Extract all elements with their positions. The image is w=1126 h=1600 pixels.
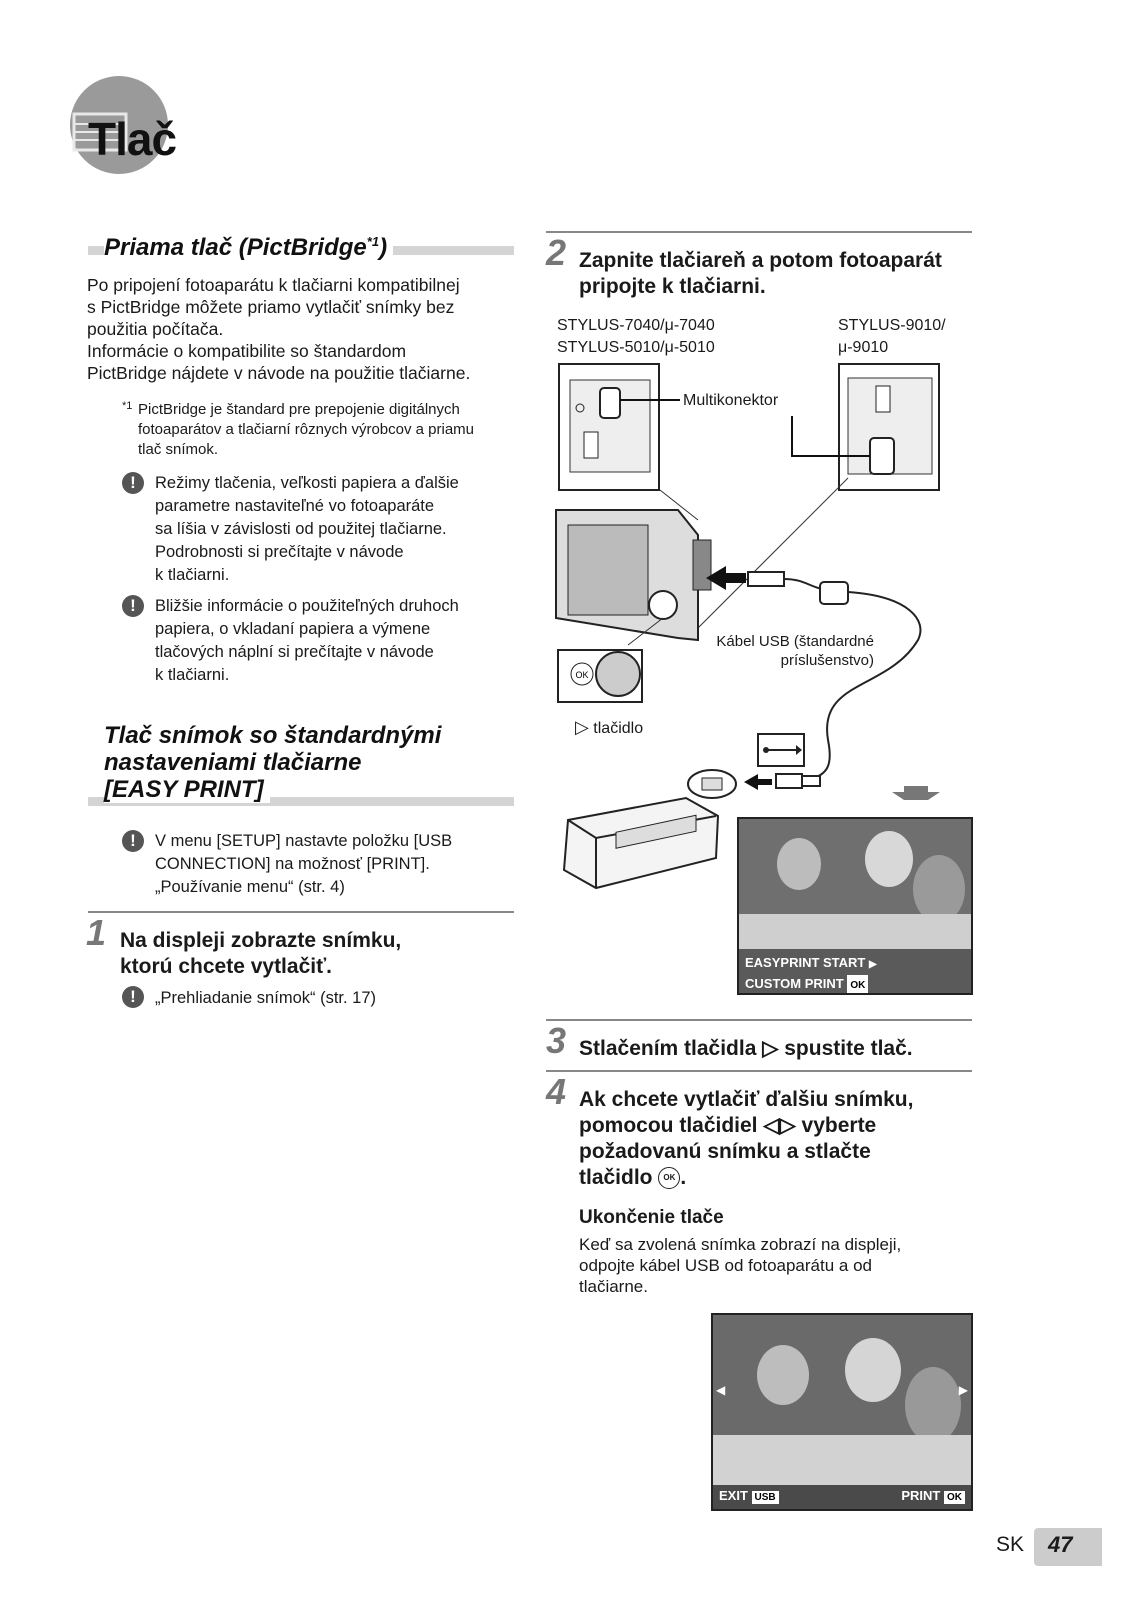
- step-1-text: Na displeji zobrazte snímku, ktorú chcete vytlačiť.: [120, 929, 402, 978]
- intro-paragraph: Po pripojení fotoaparátu k tlačiarni kompatibilnej s PictBridge môžete priamo vytlačiť snímky bez použitia počítača. Informácie o kompatibilite so štandardom PictBridge nájdete v návode na použitie tlačiarne.: [87, 275, 471, 383]
- photo-thumbnail: [739, 819, 971, 949]
- step-divider: [546, 1070, 972, 1072]
- left-right-arrows-icon: ◁▷: [763, 1114, 796, 1137]
- usb-icon: USB: [752, 1491, 779, 1504]
- note-paper-types: Bližšie informácie o použiteľných druhoch papiera, o vkladaní papiera a výmene tlačových náplní si prečítajte v návode k tlačiarni.: [155, 597, 459, 684]
- caution-icon: !: [122, 472, 144, 494]
- custom-print-option[interactable]: CUSTOM PRINT OK: [745, 974, 965, 995]
- section-heading-easy-print: Tlač snímok so štandardnými nastaveniami tlačiarne [EASY PRINT]: [104, 722, 442, 803]
- note-usb-connection: V menu [SETUP] nastavte položku [USB CONNECTION] na možnosť [PRINT]. „Používanie menu“ (str. 4): [155, 832, 453, 896]
- step-3-number: 3: [546, 1020, 567, 1061]
- photo-thumbnail: [713, 1315, 971, 1509]
- caution-icon: !: [122, 986, 144, 1008]
- model-label-right: STYLUS-9010/ μ-9010: [838, 317, 946, 356]
- page-number: 47: [1048, 1532, 1073, 1557]
- step-3-text: Stlačením tlačidla ▷ spustite tlač.: [579, 1037, 913, 1060]
- usb-cable-label: Kábel USB (štandardné príslušenstvo): [716, 633, 874, 669]
- lcd-screen-easyprint: [737, 817, 973, 995]
- caution-icon: !: [122, 830, 144, 852]
- right-arrow-icon: ▶: [869, 959, 877, 970]
- finish-heading: Ukončenie tlače: [579, 1207, 724, 1228]
- easyprint-start-option[interactable]: EASYPRINT START ▶: [745, 955, 877, 970]
- footnote-mark: *1: [122, 400, 133, 412]
- lcd-screen-print: [711, 1313, 973, 1511]
- footnote: PictBridge je štandard pre prepojenie digitálnych fotoaparátov a tlačiarní rôznych výrobcov a priamu tlač snímok.: [138, 401, 474, 458]
- step-divider: [88, 911, 514, 913]
- step-2-number: 2: [546, 232, 567, 273]
- language-code: SK: [996, 1533, 1025, 1556]
- step-4-number: 4: [546, 1071, 567, 1112]
- svg-text:OK: OK: [575, 670, 589, 680]
- print-menu: [739, 949, 971, 995]
- model-label-left: STYLUS-7040/μ-7040 STYLUS-5010/μ-5010: [557, 317, 715, 356]
- step-4-text: Ak chcete vytlačiť ďalšiu snímku, pomocou tlačidiel ◁▷ vyberte požadovanú snímku a stlačte tlačidlo OK .: [579, 1088, 914, 1189]
- ok-icon: OK: [847, 975, 868, 995]
- ok-button-icon: OK: [658, 1167, 680, 1189]
- chapter-title: Tlač: [88, 113, 177, 165]
- button-label: ▷ tlačidlo: [575, 717, 644, 737]
- right-arrow-icon[interactable]: ▶: [958, 1383, 968, 1397]
- printer: [556, 790, 728, 894]
- section-heading-pictbridge: Priama tlač (PictBridge$^{*1}$): [104, 228, 393, 261]
- caution-icon: !: [122, 595, 144, 617]
- ok-icon: OK: [944, 1491, 965, 1504]
- step-1-number: 1: [86, 912, 107, 953]
- play-triangle-icon: ▷: [575, 717, 589, 737]
- step-divider: [546, 231, 972, 233]
- play-triangle-icon: ▷: [762, 1037, 779, 1060]
- left-arrow-icon[interactable]: ◀: [716, 1383, 726, 1397]
- print-option[interactable]: PRINT OK: [901, 1488, 965, 1504]
- step-divider: [546, 1019, 972, 1021]
- step-1-note: „Prehliadanie snímok“ (str. 17): [155, 989, 377, 1007]
- multiconnector-label: Multikonektor: [683, 392, 779, 409]
- note-print-modes: Režimy tlačenia, veľkosti papiera a ďalšie parametre nastaviteľné vo fotoaparáte sa líšia v závislosti od použitej tlačiarne. Podrobnosti si prečítajte v návode k tlačiarni.: [155, 474, 459, 584]
- exit-option[interactable]: EXIT USB: [719, 1488, 779, 1504]
- step-2-text: Zapnite tlačiareň a potom fotoaparát pripojte k tlačiarni.: [579, 249, 942, 298]
- finish-text: Keď sa zvolená snímka zobrazí na displeji, odpojte kábel USB od fotoaparátu a od tlačiarne.: [579, 1235, 902, 1296]
